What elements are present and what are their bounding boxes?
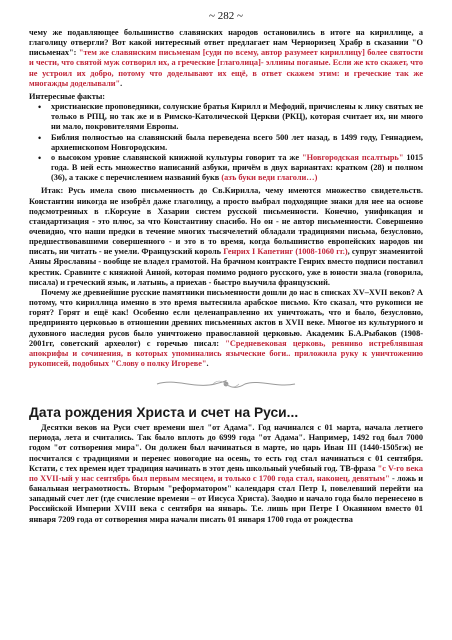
page-number: ~ 282 ~ xyxy=(209,10,243,22)
tv-phrase-quote: "с V-го века по XVII-ый у нас сентябрь был первым месяцем, и только с 1700 года стал, наконец, девятым" xyxy=(29,463,423,483)
facts-heading: Интересные факты: xyxy=(29,91,106,101)
fact-text: христианские проповедники, солунские братья Кирилл и Мефодий, причислены к лику святых не только в РПЦ, но так же и в Римско-Католической Церкви (РКЦ), которая считает их, ни много ни мало, покровителями Европы. xyxy=(51,102,423,132)
calendar-paragraph xyxy=(29,423,423,525)
summary-text-2: , супруг знаменитой Анны Ярославны - вообще не владел грамотой. На брачном контракте Генрих вместо подписи поставил крестик. Сравните с княжной Анной, которая помимо родного русского, уже в юности знала (говорила, писала) и греческий язык, и латынь, а приехав - быстро выучила французский. xyxy=(29,247,424,287)
fact-item xyxy=(51,153,423,183)
khrabr-quote: "тем же славянским письменам [суди по всему, автор разумеет кириллицу] более святости и чести, что святой муж сотворил их, а греческие [глаголица]- эллины поганые. Если же кто скажет, что не устроил их добро, потому что доделывают их ещё, в ответ скажем этим: и греческие так же многажды доделывали" xyxy=(29,48,423,88)
intro-end: . xyxy=(120,78,123,88)
intro-paragraph xyxy=(29,28,423,89)
letter-names: (азъ буки веди глаголи…) xyxy=(221,173,318,183)
henry-name: Генрих I Капетинг (1008-1060 гг.) xyxy=(223,247,348,257)
calendar-text-2: - ложь и банальная неграмотность. Вторым "реформатором" календаря стал Петр I, повелевший перейти на западный счет лет (где счисление времени – от Иисуса Христа). Заодно и начало года было перенесено в Российской Империи XVIII века с сентября на январь. Т.е. лишь при Петре I Окаянном вместо 01 января 7209 года от сотворения мира начали писать 01 января 1700 года от рождества xyxy=(29,473,423,524)
fact-text: о высоком уровне славянской книжной культуры говорит та же xyxy=(51,152,302,162)
intro-text: чему же подавляющее большинство славянских народов остановились в итоге на кириллице, а глаголицу отвергли? Вот какой интересный ответ предлагает нам Черноризец Храбр в сказании "О письменах": xyxy=(29,28,423,58)
fact-text: 1015 года. В ней есть множество написаний азбуки, причём в двух вариантах: кратком (28) и полном (36), а также с перечислением названий букв xyxy=(51,152,423,183)
flourish-divider-icon xyxy=(155,377,297,391)
fact-item xyxy=(51,102,423,132)
rybakov-quote: "Средневековая церковь, ревниво истреблявшая апокрифы и сочинения, в которых упоминались языческие боги.. приложила руку к уничтожению рукописей, подобных "Слову о полку Игореве" xyxy=(29,338,423,368)
manuscripts-paragraph xyxy=(29,288,423,369)
fact-text: Библия полностью на славянский была переведена всего 500 лет назад, в 1499 году, Геннадием, архиепископом Новгородским. xyxy=(51,132,423,152)
calendar-text: Десятки веков на Руси счет времени шел "от Адама". Год начинался с 01 марта, начала летнего периода, лета и считались. Так было вплоть до 6999 года "от Адама". Например, 1492 год был 7000 годом "от сотворения мира". Он должен был начинаться в марте, но царь Иван III (1440-1505гж) не посчитался с традициями и перенес новогодие на осень, то есть год стал начинаться с 01 сентября. Кстати, с тех времен идет традиция начинать в этот день школьный учебный год. ТВ-фраза xyxy=(29,423,423,473)
facts-list xyxy=(29,102,423,183)
psalter-name: "Новгородская псалтырь" xyxy=(301,152,404,162)
manuscripts-text: Почему же древнейшие русские памятники письменности дошли до нас в списках XV–XVII веков? А потому, что кириллица именно в это время вытеснила арабское письмо. Кто сказал, что рукописи не горят? Горят и ещё как! Особенно если целенаправленно их уничтожать, что и было, безусловно, предпринято церковью в отношении древних письменных актов в XVII веке. Многое из культурного и духовного наследия русов было уничтожено православной церковью. Академик Б.А.Рыбаков (1908-2001гг, советский археолог) с горечью писал: xyxy=(29,287,423,348)
summary-text: Итак: Русь имела свою письменность до Св.Кирилла, чему имеются множество свидетельств. Константин никогда не изобрёл даже глаголицу, а просто выбрал подходящие знаки для нее на основе подсмотренных в г.Корсуне в Хазарии систем русской письменности. Конечно, унификация и стандартизация - это плюс, за что Константину спасибо. Но он - не автор письменности. Совершенно очевидно, что наши предки в течение многих тысячелетий обладали традициями письма, безусловно, предшествовавшими совершенного - и это в то время, когда большинство европейских народов ни писать, ни читать - не умели. Французский король xyxy=(29,186,423,257)
manuscripts-end: . xyxy=(206,359,209,368)
ornament-divider xyxy=(29,375,423,397)
section-heading: Дата рождения Христа и счет на Руси... xyxy=(29,405,299,421)
fact-item xyxy=(51,133,423,153)
summary-paragraph xyxy=(29,186,423,288)
